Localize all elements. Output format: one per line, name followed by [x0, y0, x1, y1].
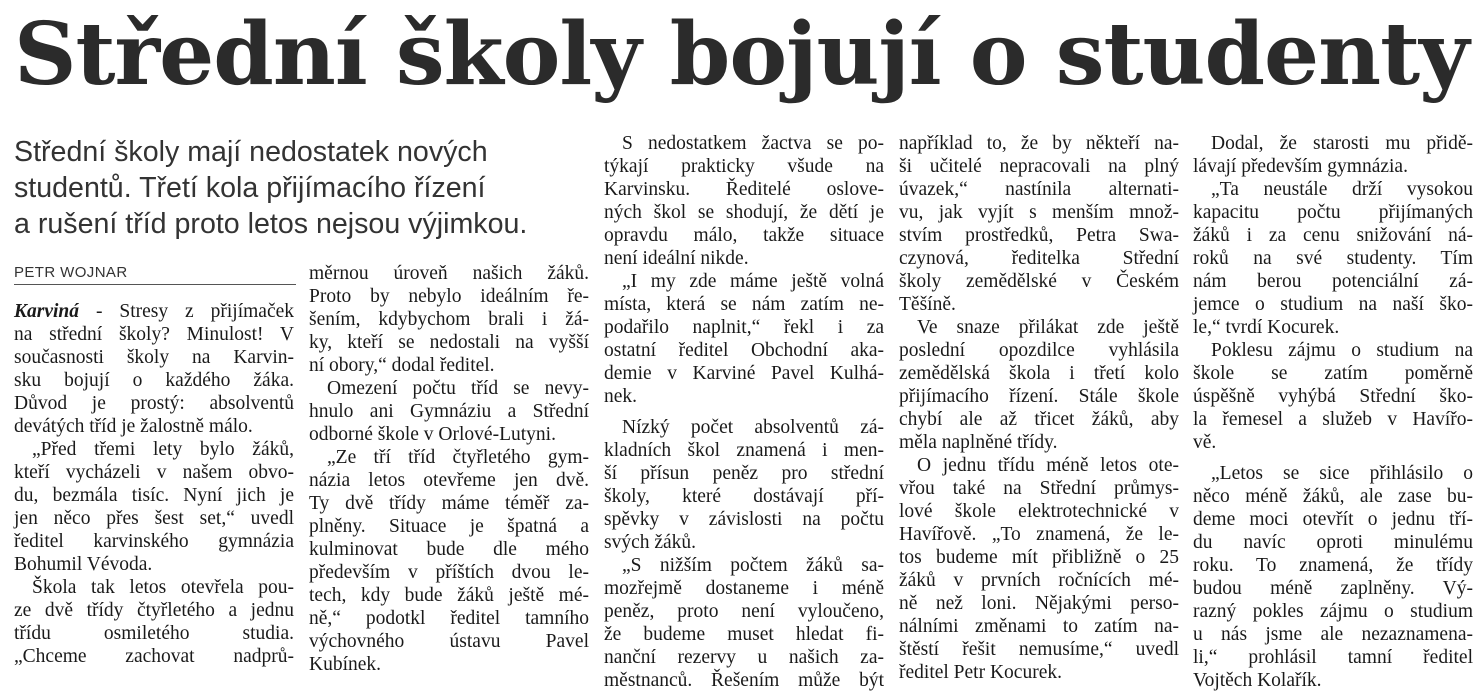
column-line: nálními změnami to zatím na-	[899, 616, 1179, 637]
column-line: něco méně žáků, ale zase bu-	[1193, 486, 1473, 507]
lead-line: studentů. Třetí kola přijímacího řízení	[14, 172, 486, 204]
column-line: škole se zatím poměrně	[1193, 363, 1473, 384]
column-line: roku. To znamená, že třídy	[1193, 555, 1473, 576]
column-line: „Chceme zachovat nadprů-	[14, 646, 294, 667]
column-line: tech, kdy bude žáků ještě mé-	[309, 585, 589, 606]
column-line: měrnou úroveň našich žáků.	[309, 263, 589, 284]
column-line: razný pokles zájmu o studium	[1193, 601, 1473, 622]
column-line: „I my zde máme ještě volná	[622, 271, 884, 292]
column-line: plněny. Situace je špatná a	[309, 516, 589, 537]
lead-line: a rušení tříd proto letos nejsou výjimkou.	[14, 208, 528, 240]
column-line: místa, která se nám zatím ne-	[604, 294, 884, 315]
column-line: odborné škole v Orlové-Lutyni.	[309, 424, 556, 445]
column-line: Poklesu zájmu o studium na	[1211, 340, 1473, 361]
column-line: kulminovat bude dle mého	[309, 539, 589, 560]
article-column-2	[309, 262, 589, 676]
column-line: svých žáků.	[604, 532, 697, 553]
column-line: štěstí řešit nemusíme,“ uvedl	[899, 639, 1179, 660]
column-line: tos budeme mít přibližně o 25	[899, 547, 1179, 568]
column-line: žáků v prvních ročnících mé-	[899, 570, 1179, 591]
column-line: zemědělská škola i třetí kolo	[899, 363, 1179, 384]
place-name: Karviná	[14, 301, 80, 322]
column-line: lávají především gymnázia.	[1193, 156, 1408, 177]
column-line: ně než loni. Nějakými perso-	[899, 593, 1179, 614]
column-line: ných škol se shodují, že dětí je	[604, 202, 884, 223]
column-line: měla naplněné třídy.	[899, 432, 1058, 453]
column-line: „Ta neustále drží vysokou	[1211, 179, 1473, 200]
column-line: školy zemědělské v Českém	[899, 271, 1179, 292]
column-line: sku bojují o každého žáka.	[14, 370, 294, 391]
article-headline: Střední školy bojují o studenty	[14, 4, 1469, 105]
column-line: úspěšně vyhýbá Střední ško-	[1193, 386, 1473, 407]
column-line: ně,“ podotkl ředitel tamního	[309, 608, 589, 629]
author-byline: PETR WOJNAR	[14, 264, 296, 285]
column-line: není ideální nikde.	[604, 248, 749, 269]
column-line: demie v Karviné Pavel Kulhá-	[604, 363, 884, 384]
column-line: výchovného ústavu Pavel	[309, 631, 589, 652]
column-line: „S nižším počtem žáků sa-	[622, 555, 884, 576]
column-line: opravdu málo, takže situace	[604, 225, 884, 246]
column-line: Bohumil Vévoda.	[14, 554, 153, 575]
column-line: Ty dvě třídy máme téměř za-	[309, 493, 589, 514]
column-line: roků na své studenty. Tím	[1193, 248, 1473, 269]
column-line-text: - Stresy z přijímaček	[95, 301, 295, 322]
article-column-4	[899, 132, 1179, 684]
column-line: chybí ale až třicet žáků, aby	[899, 409, 1179, 430]
column-line: spěvky v závislosti na počtu	[604, 509, 884, 530]
column-line: du, bezmála tisíc. Nyní jich je	[14, 485, 294, 506]
column-line: městnanců. Řešením může být	[604, 670, 884, 691]
column-line: Nízký počet absolventů zá-	[622, 417, 884, 438]
article-column-1	[14, 300, 294, 668]
column-line: czynová, ředitelka Střední	[899, 248, 1179, 269]
column-line: mozřejmě dostaneme i méně	[604, 578, 884, 599]
column-line: peněz, proto není vyloučeno,	[604, 601, 884, 622]
column-line: třídu osmiletého studia.	[14, 623, 294, 644]
column-line: ředitel Petr Kocurek.	[899, 662, 1062, 683]
column-line: Těšíně.	[899, 294, 956, 315]
column-line: hnulo ani Gymnáziu a Střední	[309, 401, 589, 422]
column-line: týkají prakticky všude na	[604, 156, 884, 177]
column-line: du navíc oproti minulému	[1193, 532, 1473, 553]
column-line: podařilo naplnit,“ řekl i za	[604, 317, 884, 338]
column-line: la řemesel a služeb v Havířo-	[1193, 409, 1473, 430]
column-line: že budeme muset hledat fi-	[604, 624, 884, 645]
column-line: lové škole elektrotechnické v	[899, 501, 1179, 522]
column-line: Vojtěch Kolařík.	[1193, 670, 1322, 691]
column-line: kapacitu počtu přijímaných	[1193, 202, 1473, 223]
column-line: ředitel karvinského gymnázia	[14, 531, 294, 552]
column-line: nám berou potenciální zá-	[1193, 271, 1473, 292]
column-line: Kubínek.	[309, 654, 382, 675]
column-line: ze dvě třídy čtyřletého a jednu	[14, 600, 294, 621]
column-line: poslední opozdilce vyhlásila	[899, 340, 1179, 361]
column-line: Škola tak letos otevřela pou-	[32, 577, 294, 598]
column-line: ostatní ředitel Obchodní aka-	[604, 340, 884, 361]
column-line: nanční rezervy u našich za-	[604, 647, 884, 668]
column-line: Proto by nebylo ideálním ře-	[309, 286, 589, 307]
column-line: především v příštích dvou le-	[309, 562, 589, 583]
column-line: vřou také na Střední průmys-	[899, 478, 1179, 499]
column-line: přijímacího řízení. Stále škole	[899, 386, 1179, 407]
column-line: Ve snaze přilákat zde ještě	[917, 317, 1179, 338]
column-line: „Letos se sice přihlásilo o	[1211, 463, 1473, 484]
article-column-3	[604, 132, 884, 692]
article-column-5	[1193, 132, 1473, 692]
column-line: stvím prostředků, Petra Swa-	[899, 225, 1179, 246]
column-line: budou méně zaplněny. Vý-	[1193, 578, 1473, 599]
column-line: „Ze tří tříd čtyřletého gym-	[327, 447, 589, 468]
column-line: ši učitelé nepracovali na plný	[899, 156, 1179, 177]
column-line: devátých tříd je žalostně málo.	[14, 416, 253, 437]
column-line: kteří vycházeli v našem obvo-	[14, 462, 294, 483]
column-line: S nedostatkem žactva se po-	[622, 133, 884, 154]
column-line: O jednu třídu méně letos ote-	[917, 455, 1179, 476]
column-line: „Před třemi lety bylo žáků,	[32, 439, 294, 460]
column-line: ky, kteří se nedostali na vyšší	[309, 332, 589, 353]
column-line: jemce o studium na naší ško-	[1193, 294, 1473, 315]
column-line: u nás jsme ale nezaznamena-	[1193, 624, 1473, 645]
column-line: současnosti školy na Karvin-	[14, 347, 294, 368]
article-lead	[14, 134, 594, 242]
column-line: úvazek,“ nastínila alternati-	[899, 179, 1179, 200]
column-line: ní obory,“ dodal ředitel.	[309, 355, 495, 376]
column-line: li,“ prohlásil tamní ředitel	[1193, 647, 1473, 668]
column-line: Důvod je prostý: absolventů	[14, 393, 294, 414]
column-line: jen něco přes šest set,“ uvedl	[14, 508, 294, 529]
column-line	[14, 300, 294, 323]
lead-line: Střední školy mají nedostatek nových	[14, 136, 488, 168]
column-line: le,“ tvrdí Kocurek.	[1193, 317, 1340, 338]
column-line: vě.	[1193, 432, 1217, 453]
column-line: žáků i za cenu snižování ná-	[1193, 225, 1473, 246]
column-line: Havířově. „To znamená, že le-	[899, 524, 1179, 545]
column-line: školy, které dostávají pří-	[604, 486, 884, 507]
column-line: na střední školy? Minulost! V	[14, 324, 294, 345]
column-line: kladních škol znamená i men-	[604, 440, 884, 461]
column-line: Dodal, že starosti mu přidě-	[1211, 133, 1473, 154]
column-line: ší přísun peněz pro střední	[604, 463, 884, 484]
column-line: například to, že by někteří na-	[899, 133, 1179, 154]
column-line: Karvinsku. Ředitelé oslove-	[604, 179, 884, 200]
column-line: názia letos otevřeme jen dvě.	[309, 470, 589, 491]
column-line: nek.	[604, 386, 638, 407]
column-line: Omezení počtu tříd se nevy-	[327, 378, 589, 399]
column-line: vu, jak vyjít s menším množ-	[899, 202, 1179, 223]
column-line: šením, kdybychom brali i žá-	[309, 309, 589, 330]
column-line: deme moci otevřít o jednu tří-	[1193, 509, 1473, 530]
